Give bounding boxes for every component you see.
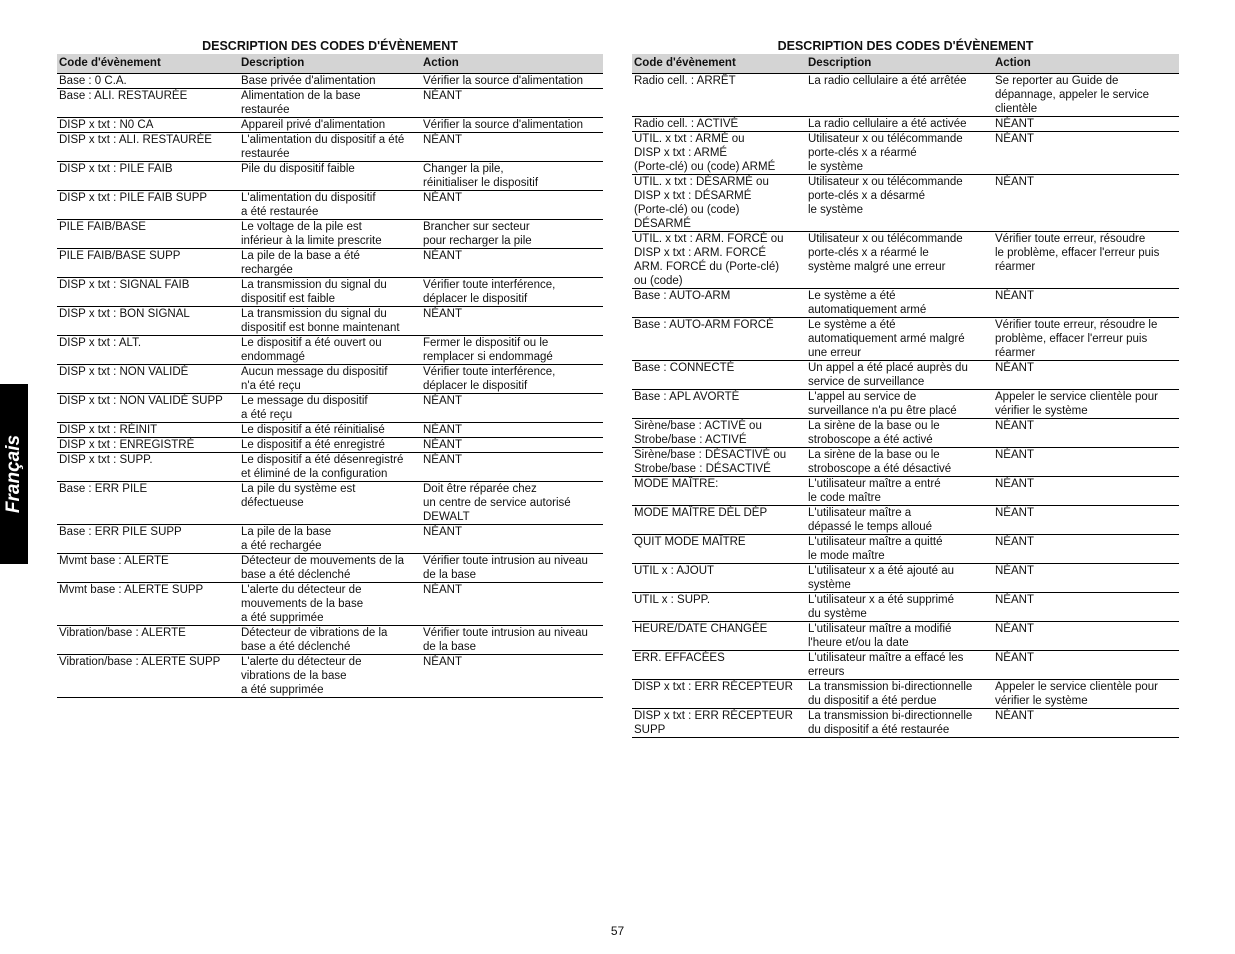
cell-description: Le message du dispositif a été reçu <box>241 395 368 421</box>
cell-description: La sirène de la base ou le stroboscope a été activé <box>808 420 940 446</box>
table-row <box>57 277 603 306</box>
table-row <box>632 317 1179 360</box>
cell-action: NÉANT <box>995 118 1034 130</box>
cell-action: NÉANT <box>423 584 462 596</box>
cell-code: Radio cell. : ACTIVÉ <box>634 118 739 130</box>
cell-code: Base : ALI. RESTAURÉE <box>59 90 188 102</box>
table-row <box>57 190 603 219</box>
cell-description: L'utilisateur maître a quitté le mode maître <box>808 536 943 562</box>
cell-code: UTIL. x txt : ARM. FORCÉ ou DISP x txt : ARM. FORCÉ ARM. FORCÉ du (Porte-clé) ou (code) <box>634 233 784 287</box>
cell-action: NÉANT <box>995 565 1034 577</box>
cell-action: NÉANT <box>995 449 1034 461</box>
header-description: Description <box>808 57 872 69</box>
header-action: Action <box>423 57 459 69</box>
cell-description: Alimentation de la base restaurée <box>241 90 361 116</box>
cell-description: Le système a été automatiquement armé <box>808 290 927 316</box>
cell-action: Vérifier toute erreur, résoudre le problème, effacer l'erreur puis réarmer <box>995 233 1160 273</box>
cell-action: NÉANT <box>995 652 1034 664</box>
header-action: Action <box>995 57 1031 69</box>
cell-action: NÉANT <box>995 133 1034 145</box>
cell-description: Le système a été automatiquement armé malgré une erreur <box>808 319 965 359</box>
cell-action: NÉANT <box>995 176 1034 188</box>
cell-code: Base : AUTO-ARM <box>634 290 731 302</box>
table-row <box>632 476 1179 505</box>
cell-code: DISP x txt : BON SIGNAL <box>59 308 190 320</box>
cell-description: La pile de la base a été rechargée <box>241 250 360 276</box>
cell-action: NÉANT <box>995 507 1034 519</box>
table-row <box>57 452 603 481</box>
cell-description: Le dispositif a été ouvert ou endommagé <box>241 337 382 363</box>
cell-description: Un appel a été placé auprès du service de surveillance <box>808 362 968 388</box>
table-row <box>57 481 603 524</box>
cell-description: La transmission du signal du dispositif est faible <box>241 279 387 305</box>
table-row <box>57 161 603 190</box>
cell-code: Vibration/base : ALERTE <box>59 627 186 639</box>
header-code: Code d'évènement <box>59 57 161 69</box>
cell-action: NÉANT <box>423 134 462 146</box>
cell-description: L'utilisateur maître a entré le code maître <box>808 478 941 504</box>
cell-code: DISP x txt : SUPP. <box>59 454 153 466</box>
cell-description: Détecteur de vibrations de la base a été déclenché <box>241 627 388 653</box>
table-row <box>57 132 603 161</box>
cell-code: DISP x txt : N0 CA <box>59 119 154 131</box>
cell-code: Base : CONNECTÉ <box>634 362 735 374</box>
cell-code: DISP x txt : RÉINIT <box>59 424 158 436</box>
cell-action: Se reporter au Guide de dépannage, appeler le service clientèle <box>995 75 1150 115</box>
event-codes-table-left <box>57 38 603 698</box>
table-row <box>57 422 603 437</box>
table-row <box>57 248 603 277</box>
cell-action: Vérifier la source d'alimentation <box>423 119 584 131</box>
cell-code: HEURE/DATE CHANGÉE <box>634 623 768 635</box>
cell-action: NÉANT <box>995 710 1034 722</box>
cell-description: L'alerte du détecteur de vibrations de la base a été supprimée <box>241 656 362 696</box>
cell-description: L'utilisateur maître a effacé les erreurs <box>808 652 964 678</box>
cell-code: QUIT MODE MAÎTRE <box>634 536 746 548</box>
cell-code: DISP x txt : ALI. RESTAURÉE <box>59 134 212 146</box>
table-row <box>632 288 1179 317</box>
cell-code: MODE MAÎTRE DÉL DÉP <box>634 507 768 519</box>
cell-description: L'utilisateur maître a modifié l'heure et/ou la date <box>808 623 952 649</box>
cell-description: La radio cellulaire a été arrêtée <box>808 75 967 87</box>
cell-action: Appeler le service clientèle pour vérifier le système <box>995 681 1159 707</box>
cell-code: Base : ERR PILE SUPP <box>59 526 182 538</box>
cell-code: MODE MAÎTRE: <box>634 478 719 490</box>
cell-action: NÉANT <box>423 424 462 436</box>
cell-action: Appeler le service clientèle pour vérifier le système <box>995 391 1159 417</box>
table-row <box>632 231 1179 288</box>
table-row <box>57 364 603 393</box>
cell-code: UTIL x : AJOUT <box>634 565 715 577</box>
cell-description: La sirène de la base ou le stroboscope a été désactivé <box>808 449 952 475</box>
cell-action: NÉANT <box>423 526 462 538</box>
table-row <box>632 174 1179 231</box>
cell-code: Mvmt base : ALERTE SUPP <box>59 584 204 596</box>
table-row <box>632 679 1179 708</box>
table-row <box>632 708 1179 738</box>
cell-action: NÉANT <box>423 250 462 262</box>
table-row <box>57 437 603 452</box>
cell-action: NÉANT <box>423 439 462 451</box>
cell-description: La radio cellulaire a été activée <box>808 118 967 130</box>
cell-description: Pile du dispositif faible <box>241 163 355 175</box>
cell-description: Appareil privé d'alimentation <box>241 119 386 131</box>
cell-code: DISP x txt : PILE FAIB <box>59 163 173 175</box>
cell-description: La pile de la base a été rechargée <box>241 526 332 552</box>
table-row <box>632 563 1179 592</box>
cell-code: DISP x txt : NON VALIDÉ <box>59 366 189 378</box>
cell-code: DISP x txt : NON VALIDÉ SUPP <box>59 395 223 407</box>
cell-code: UTIL. x txt : DÉSARMÉ ou DISP x txt : DÉSARMÉ (Porte-clé) ou (code) DÉSARMÉ <box>634 176 769 230</box>
cell-code: Mvmt base : ALERTE <box>59 555 169 567</box>
table-row <box>57 393 603 422</box>
table-row <box>632 360 1179 389</box>
table-row <box>57 88 603 117</box>
cell-action: NÉANT <box>423 90 462 102</box>
table-row <box>57 654 603 698</box>
cell-action: NÉANT <box>423 395 462 407</box>
table-header <box>57 54 603 73</box>
cell-description: L'alimentation du dispositif a été restaurée <box>241 192 376 218</box>
table-row <box>632 131 1179 174</box>
table-header <box>632 54 1179 73</box>
cell-description: Utilisateur x ou télécommande porte-clés x a réarmé le système <box>808 133 963 173</box>
cell-action: NÉANT <box>995 623 1034 635</box>
cell-code: Radio cell. : ARRÊT <box>634 75 736 87</box>
table-row <box>57 335 603 364</box>
cell-code: PILE FAIB/BASE <box>59 221 146 233</box>
header-code: Code d'évènement <box>634 57 736 69</box>
cell-action: Vérifier toute interférence, déplacer le dispositif <box>423 279 556 305</box>
cell-action: NÉANT <box>995 362 1034 374</box>
table-row <box>632 73 1179 116</box>
cell-code: DISP x txt : PILE FAIB SUPP <box>59 192 208 204</box>
table-row <box>632 650 1179 679</box>
table-row <box>632 505 1179 534</box>
event-codes-table-right <box>632 38 1179 738</box>
cell-code: DISP x txt : ERR RÉCEPTEUR SUPP <box>634 710 793 736</box>
cell-action: Fermer le dispositif ou le remplacer si endommagé <box>423 337 553 363</box>
cell-code: PILE FAIB/BASE SUPP <box>59 250 181 262</box>
table-row <box>57 306 603 335</box>
cell-action: Vérifier la source d'alimentation <box>423 75 584 87</box>
cell-action: NÉANT <box>423 656 462 668</box>
table-row <box>57 117 603 132</box>
table-row <box>57 73 603 88</box>
header-description: Description <box>241 57 305 69</box>
cell-action: NÉANT <box>423 454 462 466</box>
table-row <box>57 524 603 553</box>
cell-action: Vérifier toute erreur, résoudre le problème, effacer l'erreur puis réarmer <box>995 319 1158 359</box>
cell-description: La transmission du signal du dispositif est bonne maintenant <box>241 308 400 334</box>
cell-action: NÉANT <box>995 478 1034 490</box>
cell-code: DISP x txt : ENREGISTRÉ <box>59 439 195 451</box>
table-title: DESCRIPTION DES CODES D'ÉVÈNEMENT <box>202 39 458 53</box>
cell-action: Changer la pile, réinitialiser le dispositif <box>423 163 539 189</box>
table-row <box>632 621 1179 650</box>
cell-code: DISP x txt : ALT. <box>59 337 142 349</box>
cell-code: Sirène/base : ACTIVÉ ou Strobe/base : ACTIVÉ <box>634 420 762 446</box>
cell-description: Le dispositif a été désenregistré et éliminé de la configuration <box>241 454 404 480</box>
cell-description: L'utilisateur maître a dépassé le temps alloué <box>808 507 933 533</box>
table-body <box>57 73 603 698</box>
table-row <box>632 534 1179 563</box>
cell-description: Utilisateur x ou télécommande porte-clés x a désarmé le système <box>808 176 963 216</box>
language-tab <box>0 384 28 564</box>
table-row <box>632 116 1179 131</box>
cell-action: Doit être réparée chez un centre de service autorisé DEWALT <box>423 483 571 523</box>
language-tab-label: Français <box>3 434 24 514</box>
cell-action: NÉANT <box>995 420 1034 432</box>
table-row <box>632 389 1179 418</box>
cell-code: DISP x txt : ERR RÉCEPTEUR <box>634 681 793 693</box>
table-row <box>57 553 603 582</box>
cell-description: Le voltage de la pile est inférieur à la limite prescrite <box>241 221 382 247</box>
cell-description: Base privée d'alimentation <box>241 75 376 87</box>
table-row <box>632 418 1179 447</box>
cell-action: Brancher sur secteur pour recharger la pile <box>423 221 532 247</box>
cell-action: Vérifier toute intrusion au niveau de la base <box>423 555 588 581</box>
table-row <box>632 592 1179 621</box>
cell-code: Vibration/base : ALERTE SUPP <box>59 656 221 668</box>
cell-description: La transmission bi-directionnelle du dispositif a été perdue <box>808 681 973 707</box>
cell-action: NÉANT <box>423 192 462 204</box>
cell-description: La pile du système est défectueuse <box>241 483 356 509</box>
cell-code: Base : ERR PILE <box>59 483 148 495</box>
cell-description: Utilisateur x ou télécommande porte-clés x a réarmé le système malgré une erreur <box>808 233 963 273</box>
cell-description: L'alimentation du dispositif a été restaurée <box>241 134 405 160</box>
table-row <box>57 219 603 248</box>
cell-action: NÉANT <box>995 594 1034 606</box>
table-title: DESCRIPTION DES CODES D'ÉVÈNEMENT <box>777 39 1034 53</box>
cell-action: NÉANT <box>995 290 1034 302</box>
cell-description: Aucun message du dispositif n'a été reçu <box>241 366 388 392</box>
cell-description: L'appel au service de surveillance n'a pu être placé <box>808 391 957 417</box>
cell-description: L'utilisateur x a été supprimé du système <box>808 594 955 620</box>
cell-description: Le dispositif a été enregistré <box>241 439 385 451</box>
cell-code: Base : APL AVORTÉ <box>634 391 740 403</box>
cell-code: UTIL x : SUPP. <box>634 594 711 606</box>
cell-description: Le dispositif a été réinitialisé <box>241 424 385 436</box>
table-row <box>57 582 603 625</box>
page-number: 57 <box>610 924 625 938</box>
cell-code: UTIL. x txt : ARMÉ ou DISP x txt : ARMÉ (Porte-clé) ou (code) ARMÉ <box>634 133 776 173</box>
cell-action: NÉANT <box>423 308 462 320</box>
table-row <box>57 625 603 654</box>
cell-code: ERR. EFFACÉES <box>634 652 725 664</box>
cell-description: La transmission bi-directionnelle du dispositif a été restaurée <box>808 710 973 736</box>
cell-code: Sirène/base : DÉSACTIVÉ ou Strobe/base : DÉSACTIVÉ <box>634 449 787 475</box>
table-row <box>632 447 1179 476</box>
cell-code: Base : 0 C.A. <box>59 75 127 87</box>
cell-description: Détecteur de mouvements de la base a été déclenché <box>241 555 405 581</box>
cell-action: Vérifier toute interférence, déplacer le dispositif <box>423 366 556 392</box>
cell-code: Base : AUTO-ARM FORCÉ <box>634 319 774 331</box>
cell-action: NÉANT <box>995 536 1034 548</box>
cell-description: L'alerte du détecteur de mouvements de la base a été supprimée <box>241 584 364 624</box>
cell-code: DISP x txt : SIGNAL FAIB <box>59 279 190 291</box>
cell-action: Vérifier toute intrusion au niveau de la base <box>423 627 588 653</box>
table-body <box>632 73 1179 738</box>
cell-description: L'utilisateur x a été ajouté au système <box>808 565 955 591</box>
